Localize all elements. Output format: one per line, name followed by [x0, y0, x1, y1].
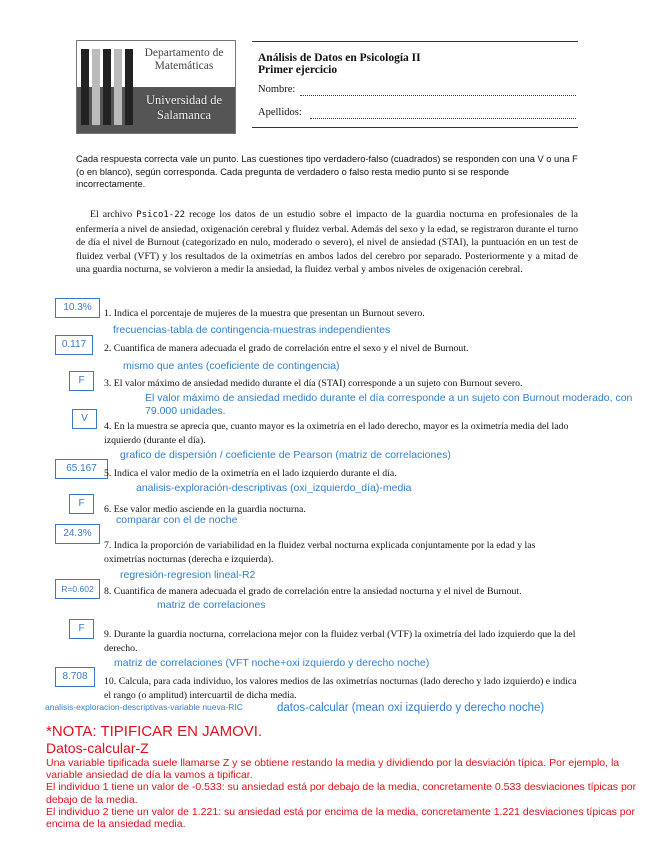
note-1: frecuencias-tabla de contingencia-muestras independientes [113, 324, 391, 336]
university-logo [76, 40, 236, 134]
name-field[interactable] [300, 86, 576, 96]
note-8: matriz de correlaciones [157, 599, 266, 611]
answer-box-5[interactable]: 65.167 [55, 459, 108, 479]
question-5: 5. Indica el valor medio de la oximetría en el lado izquierdo durante el día. [104, 468, 397, 479]
answer-box-8[interactable]: R=0.602 [55, 579, 100, 599]
name-label: Nombre: [258, 84, 296, 95]
intro-paragraph [76, 208, 578, 277]
note-5: analisis-exploración-descriptivas (oxi_izquierdo_día)-media [136, 482, 412, 494]
question-9: 9. Durante la guardia nocturna, correlaciona mejor con la fluidez verbal (VTF) la oximetría del lado izquierdo que la del derecho. [104, 629, 576, 654]
red-note-line-1: Una variable tipificada suele llamarse Z y se obtiene restando la media y dividiendo por la desviación típica. Por ejemplo, la variable ansiedad de día la vamos a tipificar. [46, 757, 620, 782]
surname-label: Apellidos: [258, 107, 302, 118]
surname-field[interactable] [310, 109, 576, 119]
note-7: regresión-regresion lineal-R2 [120, 569, 256, 581]
exam-title: Análisis de Datos en Psicología II [258, 52, 421, 64]
note-9: matriz de correlaciones (VFT noche+oxi izquierdo y derecho noche) [114, 657, 430, 669]
logo-univ-line1: Universidad de [145, 93, 223, 107]
logo-univ-line2: Salamanca [156, 108, 212, 122]
question-3: 3. El valor máximo de ansiedad medido durante el día (STAI) corresponde a un sujeto con Burnout severo. [104, 378, 523, 389]
note-4: grafico de dispersión / coeficiente de Pearson (matriz de correlaciones) [120, 449, 451, 461]
header-top-rule [252, 41, 578, 42]
building-pillars-icon [81, 49, 133, 125]
question-2: 2. Cuantifica de manera adecuada el grado de correlación entre el sexo y el nivel de Burnout. [104, 343, 469, 354]
answer-box-10[interactable]: 8.708 [55, 667, 95, 687]
note-10-small: analisis-exploracion-descriptivas-variable nueva-RIC [45, 702, 243, 712]
answer-box-1[interactable]: 10.3% [55, 298, 100, 318]
instructions-text: Cada respuesta correcta vale un punto. Las cuestiones tipo verdadero-falso (cuadrados) se responden con una V o una F (o en blanco), según corresponda. Cada pregunta de verdadero o falso resta medio punto si se responde incorrectamente. [76, 154, 578, 189]
question-4: 4. En la muestra se aprecia que, cuanto mayor es la oximetría en el lado derecho, mayor es la oximetría media del lado izquierdo (durante el día). [104, 421, 569, 446]
intro-filename: Psico1-22 [136, 210, 186, 220]
answer-box-3[interactable]: F [69, 371, 94, 391]
question-10: 10. Calcula, para cada individuo, los valores medios de las oximetrías nocturnas (lado derecho y lado izquierdo) e indica el rango (o amplitud) intercuartil de dicha media. [104, 676, 577, 701]
red-note-body [46, 757, 644, 830]
exam-subtitle: Primer ejercicio [258, 64, 338, 76]
note-6: comparar con el de noche [116, 514, 238, 526]
red-note-line-3: El individuo 2 tiene un valor de 1.221: su ansiedad está por encima de la media, concretamente 1.221 desviaciones típicas por encima de la ansiedad media. [46, 805, 635, 831]
answer-box-9[interactable]: F [69, 619, 94, 639]
red-note-heading: *NOTA: TIPIFICAR EN JAMOVI. [46, 723, 263, 740]
answer-box-2[interactable]: 0.117 [55, 335, 93, 355]
red-note-line-2: El individuo 1 tiene un valor de -0.533: su ansiedad está por debajo de la media, concretamente 0.533 desviaciones típicas por debajo de la media. [46, 781, 637, 806]
red-note-subheading: Datos-calcular-Z [46, 740, 149, 756]
intro-after: recoge los datos de un estudio sobre el impacto de la guardia nocturna en profesionales de la enfermería a nivel de ansiedad, oxigenación cerebral y fluidez verbal. Además del sexo y la edad, se registraron durante el turno de día el nivel de Burnout (categorizado en nulo, moderado o severo), el nivel de ansiedad (STAI), la puntuación en un test de fluidez verbal (VFT) y los resultados de la oximetrías en ambos lados del cerebro por separado. Posteriormente y a mitad de una guardia nocturna, se volvieron a medir la ansiedad, la fluidez verbal y ambos niveles de oxigenación cerebral. [76, 209, 579, 276]
note-3: El valor máximo de ansiedad medido durante el día corresponde a un sujeto con Burnout moderado, con 79.000 unidades. [145, 392, 633, 417]
note-2: mismo que antes (coeficiente de contingencia) [123, 360, 340, 372]
question-6: 6. Ese valor medio asciende en la guardia nocturna. [104, 504, 306, 515]
question-7: 7. Indica la proporción de variabilidad en la fluidez verbal nocturna explicada conjuntamente por la edad y las oximetrías nocturnas (derecha e izquierda). [104, 540, 536, 565]
answer-box-4[interactable]: V [72, 409, 97, 429]
answer-box-6[interactable]: F [69, 494, 94, 514]
logo-dept-line1: Departamento de [144, 47, 224, 59]
intro-before: El archivo [90, 209, 137, 220]
question-1: 1. Indica el porcentaje de mujeres de la muestra que presentan un Burnout severo. [104, 308, 425, 319]
question-8: 8. Cuantifica de manera adecuada el grado de correlación entre la ansiedad nocturna y el nivel de Burnout. [104, 586, 522, 597]
answer-box-7[interactable]: 24.3% [55, 524, 100, 544]
logo-dept-line2: Matemáticas [154, 60, 214, 72]
note-10: datos-calcular (mean oxi izquierdo y derecho noche) [277, 702, 545, 714]
header-bottom-rule [252, 127, 578, 128]
